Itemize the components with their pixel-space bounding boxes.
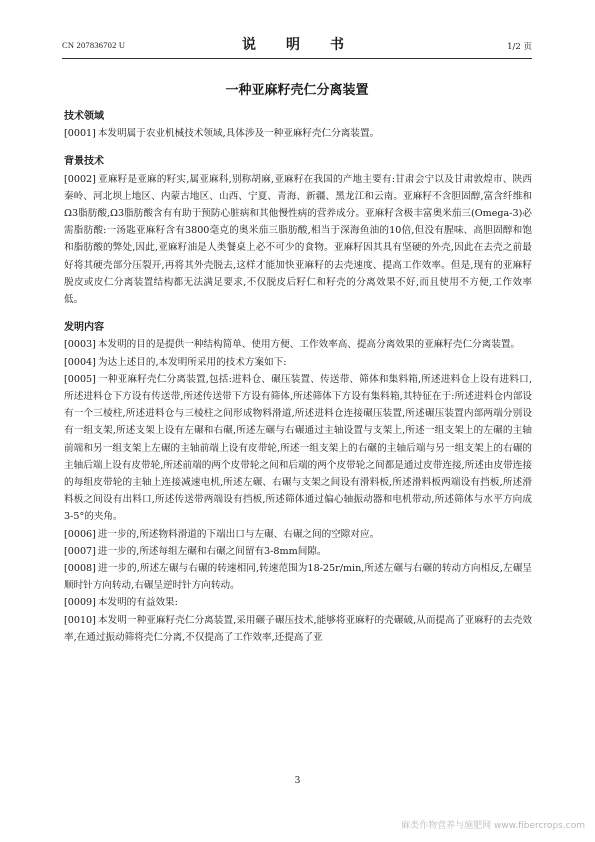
section-heading-background: 背景技术 — [64, 156, 104, 168]
paragraph — [64, 560, 532, 594]
document-type-title: 说 明 书 — [242, 37, 352, 53]
paragraph-number: [0003] — [64, 339, 96, 351]
paragraph-number: [0001] — [64, 128, 96, 140]
paragraph — [64, 125, 532, 142]
paragraph-text: 进一步的,所述物料滑道的下端出口与左碾、右碾之间的空隙对应。 — [97, 528, 380, 540]
page-header — [62, 34, 532, 56]
document-body — [64, 108, 532, 646]
watermark-text: 麻类作物营养与施肥网 www.fibercrops.com — [401, 821, 585, 831]
paragraph-text: 进一步的,所述每组左碾和右碾之间留有3-8mm间隙。 — [97, 545, 327, 557]
paragraph-text: 亚麻籽是亚麻的籽实,属亚麻科,别称胡麻,亚麻籽在我国的产地主要有:甘肃会宁以及甘肃敦煌市、陕西秦岭、河北坝上地区、内蒙古地区、山西、宁夏、青海、新疆、黑龙江和云南。亚麻籽不含胆固醇,富含纤维和Ω3脂肪酸,Ω3脂肪酸含有有助于预防心脏病和其他慢性病的营养成分。亚麻籽含极丰富奥米茄三(Omega-3)必需脂肪酸:一汤匙亚麻籽含有3800毫克的奥米茄三脂肪酸,相当于深海鱼油的10倍,但没有腥味、高胆固醇和饱和脂肪酸的弊处,因此,亚麻籽油是人类餐桌上必不可少的食物。亚麻籽因其具有坚硬的外壳,因此在去壳之前最好将其硬壳部分压裂开,再将其外壳脱去,这样才能加快亚麻籽的去壳速度、提高工作效率。但是,现有的亚麻籽脱皮或皮仁分离装置结构都无法满足要求,不仅脱皮后籽仁和籽壳的分离效果不好,而且使用不方便,工作效率低。 — [64, 173, 532, 306]
paragraph — [64, 612, 532, 646]
paragraph — [64, 171, 532, 309]
paragraph-number: [0006] — [64, 528, 96, 540]
section-heading-content: 发明内容 — [64, 322, 104, 334]
paragraph-number: [0004] — [64, 356, 96, 368]
paragraph — [64, 371, 532, 526]
paragraph-number: [0008] — [64, 563, 96, 575]
paragraph-text: 本发明属于农业机械技术领域,具体涉及一种亚麻籽壳仁分离装置。 — [97, 128, 380, 140]
paragraph — [64, 594, 532, 611]
header-divider — [62, 58, 532, 59]
paragraph-number: [0007] — [64, 545, 96, 557]
paragraph — [64, 543, 532, 560]
paragraph-text: 本发明的有益效果: — [97, 597, 178, 609]
paragraph-text: 本发明一种亚麻籽壳仁分离装置,采用碾子碾压技术,能够将亚麻籽的壳碾破,从而提高了亚麻籽的去壳效率,在通过振动筛将壳仁分离,不仅提高了工作效率,还提高了亚 — [64, 614, 532, 643]
paragraph-number: [0002] — [64, 173, 96, 185]
paragraph-text: 一种亚麻籽壳仁分离装置,包括:进料仓、碾压装置、传送带、筛体和集料箱,所述进料仓上设有进料口,所述进料仓下方设有传送带,所述传送带下方设有筛体,所述筛体下方设有集料箱,其特征在于:所述进料仓内部设有一个三棱柱,所述进料仓与三棱柱之间形成物料滑道,所述进料仓连接碾压装置,所述碾压装置内部两端分别设有一组支架,所述支架上设有左碾和右碾,所述左碾与右碾通过主轴设置与支架上,所述一组支架上的左碾的主轴前端和另一组支架上左碾的主轴前端上设有皮带轮,所述一组支架上的右碾的主轴后端与另一组支架上的右碾的主轴后端上设有皮带轮,所述前端的两个皮带轮之间和后端的两个皮带轮之间都是通过皮带连接,所述由皮带连接的每组皮带轮的主轴上连接减速电机,所述左碾、右碾与支架之间设有滑料板,所述滑料板两端设有挡板,所述滑料板之间设有出料口,所述传送带两端设有挡板,所述筛体通过偏心轴振动器和电机带动,所述筛体与水平方向成3-5°的夹角。 — [64, 373, 532, 523]
paragraph-text: 为达上述目的,本发明所采用的技术方案如下: — [97, 356, 287, 368]
paragraph — [64, 354, 532, 371]
page-indicator: 1/2 页 — [507, 42, 532, 52]
paragraph-number: [0005] — [64, 373, 96, 385]
invention-title: 一种亚麻籽壳仁分离装置 — [225, 83, 369, 98]
paragraph-number: [0010] — [64, 614, 96, 626]
paragraph — [64, 336, 532, 353]
patent-number: CN 207836702 U — [62, 40, 126, 50]
section-heading-tech-field: 技术领域 — [64, 111, 104, 122]
paragraph — [64, 526, 532, 543]
paragraph-number: [0009] — [64, 597, 96, 609]
page-number: 3 — [294, 776, 301, 786]
paragraph-text: 本发明的目的是提供一种结构简单、使用方便、工作效率高、提高分离效果的亚麻籽壳仁分离装置。 — [97, 339, 521, 351]
paragraph-text: 进一步的,所述左碾与右碾的转速相同,转速范围为18-25r/min,所述左碾与右碾的转动方向相反,左碾呈顺时针方向转动,右碾呈逆时针方向转动。 — [64, 563, 532, 592]
